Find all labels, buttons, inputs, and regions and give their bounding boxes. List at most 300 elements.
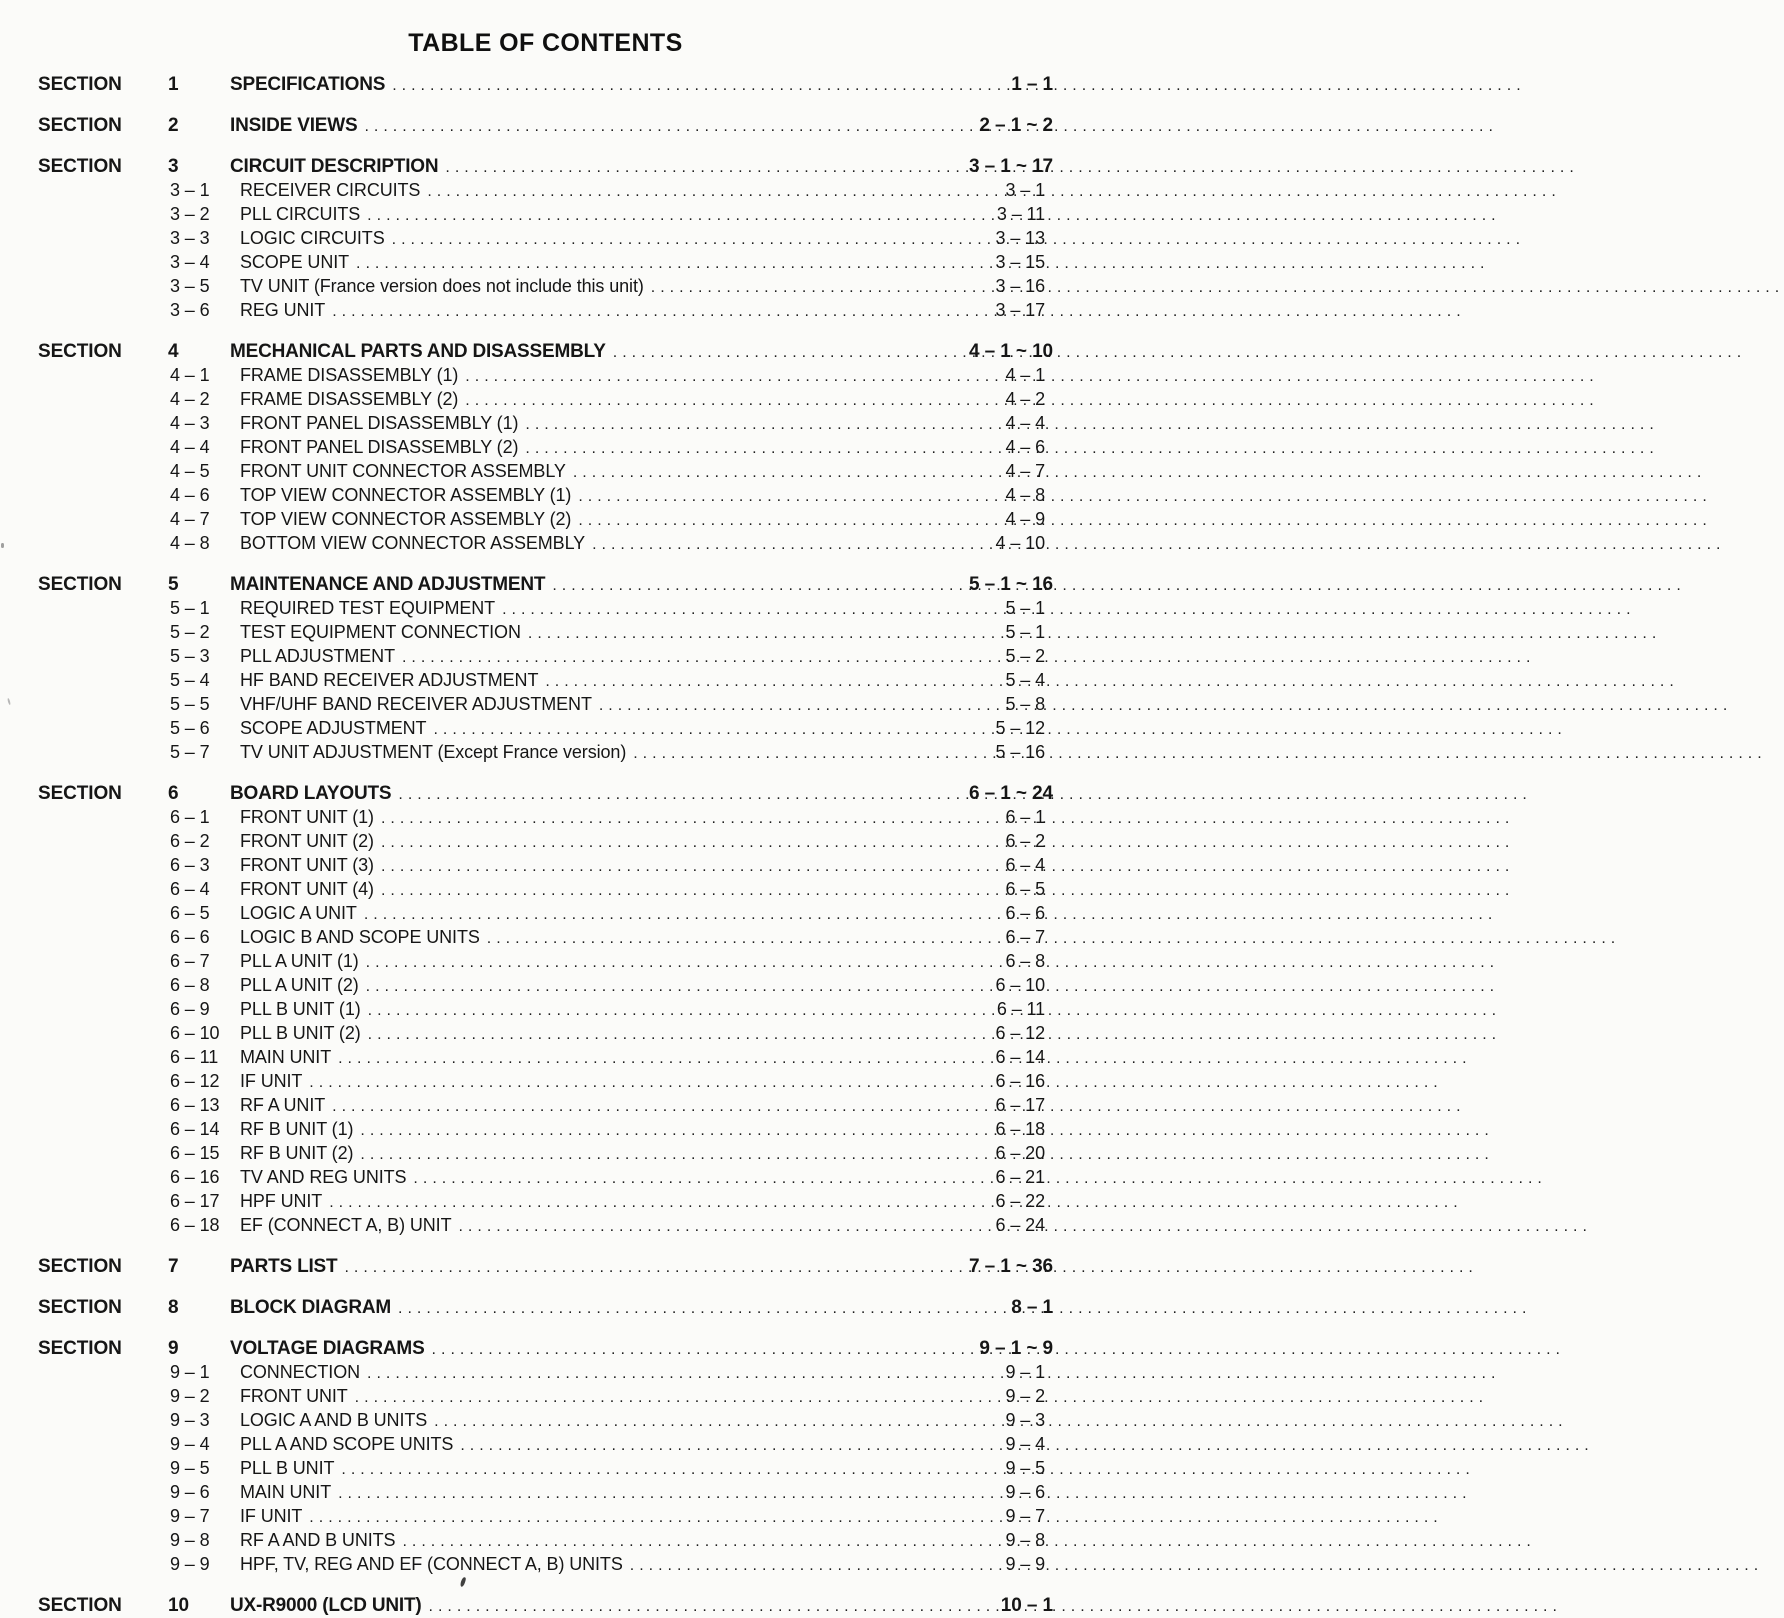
subsection-title: PLL CIRCUITS xyxy=(240,204,361,224)
subsection-title: IF UNIT xyxy=(240,1071,303,1091)
subsection-title: LOGIC A UNIT xyxy=(240,903,357,923)
section-pages: 5 – 1 ~ 16 xyxy=(968,574,1053,595)
subsection-title: FRAME DISASSEMBLY (2) xyxy=(240,389,459,409)
dot-leader xyxy=(438,157,963,179)
section-pages: 2 – 1 ~ 2 xyxy=(979,115,1053,136)
subsection-page: 9 – 1 xyxy=(1005,1362,1045,1382)
subsection-title: FRONT UNIT (1) xyxy=(240,807,374,827)
section-block xyxy=(38,1338,1053,1577)
subsection-title: PLL B UNIT (1) xyxy=(240,999,361,1019)
section-number: 8 xyxy=(168,1297,179,1318)
subsection-page: 6 – 10 xyxy=(995,975,1045,995)
subsection-number: 3 – 5 xyxy=(170,276,210,296)
dot-leader xyxy=(395,1531,999,1553)
dot-leader xyxy=(334,1459,999,1481)
dot-leader xyxy=(420,181,999,203)
dot-leader xyxy=(331,1483,999,1505)
subsection-number: 5 – 6 xyxy=(170,718,210,738)
dot-leader xyxy=(592,695,1000,717)
dot-leader xyxy=(353,1120,989,1142)
subsection-number: 6 – 7 xyxy=(170,951,210,971)
section-number: 10 xyxy=(168,1595,189,1616)
section-label: SECTION xyxy=(38,1256,122,1277)
dot-leader xyxy=(331,1048,989,1070)
subsection-number: 4 – 8 xyxy=(170,533,210,553)
subsection-number: 9 – 9 xyxy=(170,1554,210,1574)
subsection-page: 9 – 5 xyxy=(1005,1458,1045,1478)
subsection-title: PLL A UNIT (2) xyxy=(240,975,359,995)
subsection-page: 4 – 1 xyxy=(1005,365,1045,385)
subsection-title: BOTTOM VIEW CONNECTOR ASSEMBLY xyxy=(240,533,586,553)
subsection-row xyxy=(38,1433,1053,1457)
subsection-number: 4 – 6 xyxy=(170,485,210,505)
dot-leader xyxy=(385,229,990,251)
dot-leader xyxy=(606,342,963,364)
section-title: UX-R9000 (LCD UNIT) xyxy=(230,1595,422,1616)
dot-leader xyxy=(451,1216,989,1238)
dot-leader xyxy=(453,1435,999,1457)
dot-leader xyxy=(374,880,1000,902)
subsection-title: REQUIRED TEST EQUIPMENT xyxy=(240,598,496,618)
subsection-title: TEST EQUIPMENT CONNECTION xyxy=(240,622,521,642)
dot-leader xyxy=(585,534,989,556)
section-row xyxy=(38,1297,1053,1320)
subsection-number: 6 – 8 xyxy=(170,975,210,995)
subsection-page: 5 – 1 xyxy=(1005,622,1045,642)
dot-leader xyxy=(571,486,999,508)
dot-leader xyxy=(406,1168,989,1190)
dot-leader xyxy=(357,116,973,138)
dot-leader xyxy=(427,1411,999,1433)
subsection-title: HF BAND RECEIVER ADJUSTMENT xyxy=(240,670,539,690)
subsection-row xyxy=(38,203,1053,227)
dot-leader xyxy=(623,1555,1000,1577)
section-row xyxy=(38,115,1053,138)
subsection-number: 4 – 1 xyxy=(170,365,210,385)
subsection-number: 4 – 4 xyxy=(170,437,210,457)
subsection-page: 6 – 6 xyxy=(1005,903,1045,923)
subsection-page: 6 – 16 xyxy=(995,1071,1045,1091)
dot-leader xyxy=(518,414,999,436)
dot-leader xyxy=(458,366,999,388)
subsection-number: 5 – 4 xyxy=(170,670,210,690)
section-row xyxy=(38,341,1053,364)
dot-leader xyxy=(518,438,999,460)
subsection-number: 4 – 3 xyxy=(170,413,210,433)
dot-leader xyxy=(360,1363,999,1385)
subsection-number: 5 – 3 xyxy=(170,646,210,666)
subsection-number: 4 – 2 xyxy=(170,389,210,409)
subsection-title: FRONT PANEL DISASSEMBLY (1) xyxy=(240,413,519,433)
section-number: 4 xyxy=(168,341,179,362)
subsection-number: 6 – 4 xyxy=(170,879,210,899)
subsection-title: HPF, TV, REG AND EF (CONNECT A, B) UNITS xyxy=(240,1554,623,1574)
dot-leader xyxy=(359,952,1000,974)
subsection-page: 4 – 7 xyxy=(1005,461,1045,481)
subsection-title: RECEIVER CIRCUITS xyxy=(240,180,421,200)
dot-leader xyxy=(545,575,963,597)
subsection-page: 6 – 1 xyxy=(1005,807,1045,827)
subsection-number: 9 – 6 xyxy=(170,1482,210,1502)
section-row xyxy=(38,156,1053,179)
dot-leader xyxy=(353,1144,989,1166)
subsection-number: 6 – 2 xyxy=(170,831,210,851)
section-block xyxy=(38,74,1053,97)
section-pages: 9 – 1 ~ 9 xyxy=(979,1338,1053,1359)
subsection-number: 5 – 7 xyxy=(170,742,210,762)
subsection-number: 6 – 14 xyxy=(170,1119,220,1139)
subsection-row xyxy=(38,1553,1053,1577)
subsection-row xyxy=(38,1457,1053,1481)
subsection-number: 3 – 4 xyxy=(170,252,210,272)
subsection-row xyxy=(38,1529,1053,1553)
dot-leader xyxy=(359,976,990,998)
subsection-page: 6 – 20 xyxy=(995,1143,1045,1163)
subsection-title: FRONT UNIT CONNECTOR ASSEMBLY xyxy=(240,461,566,481)
section-row xyxy=(38,783,1053,806)
subsection-title: TOP VIEW CONNECTOR ASSEMBLY (2) xyxy=(240,509,572,529)
subsection-number: 6 – 9 xyxy=(170,999,210,1019)
subsection-row xyxy=(38,1166,1053,1190)
subsection-page: 6 – 12 xyxy=(995,1023,1045,1043)
subsection-row xyxy=(38,179,1053,203)
subsection-row xyxy=(38,950,1053,974)
subsection-row xyxy=(38,830,1053,854)
dot-leader xyxy=(391,784,963,806)
subsection-number: 6 – 15 xyxy=(170,1143,220,1163)
section-row xyxy=(38,574,1053,597)
section-pages: 7 – 1 ~ 36 xyxy=(968,1256,1053,1277)
subsection-page: 3 – 15 xyxy=(995,252,1045,272)
subsection-page: 3 – 17 xyxy=(995,300,1045,320)
subsection-row xyxy=(38,1022,1053,1046)
subsection-title: CONNECTION xyxy=(240,1362,360,1382)
subsection-row xyxy=(38,1385,1053,1409)
subsection-page: 3 – 16 xyxy=(995,276,1045,296)
section-block xyxy=(38,156,1053,323)
subsection-title: PLL ADJUSTMENT xyxy=(240,646,395,666)
subsection-row xyxy=(38,1094,1053,1118)
subsection-page: 5 – 16 xyxy=(995,742,1045,762)
section-pages: 8 – 1 xyxy=(1011,1297,1053,1318)
dot-leader xyxy=(302,1072,989,1094)
subsection-title: HPF UNIT xyxy=(240,1191,323,1211)
subsection-page: 6 – 4 xyxy=(1005,855,1045,875)
subsection-row xyxy=(38,974,1053,998)
dot-leader xyxy=(374,856,1000,878)
subsection-row xyxy=(38,1505,1053,1529)
section-title: BOARD LAYOUTS xyxy=(230,783,392,804)
subsection-title: RF B UNIT (1) xyxy=(240,1119,354,1139)
subsection-row xyxy=(38,1190,1053,1214)
subsection-title: SCOPE UNIT xyxy=(240,252,350,272)
subsection-title: PLL A UNIT (1) xyxy=(240,951,359,971)
subsection-title: RF A UNIT xyxy=(240,1095,326,1115)
section-label: SECTION xyxy=(38,1297,122,1318)
subsection-row xyxy=(38,460,1053,484)
subsection-page: 6 – 18 xyxy=(995,1119,1045,1139)
dot-leader xyxy=(361,1000,991,1022)
subsection-title: REG UNIT xyxy=(240,300,326,320)
subsection-title: PLL B UNIT (2) xyxy=(240,1023,361,1043)
subsection-page: 9 – 9 xyxy=(1005,1554,1045,1574)
subsection-row xyxy=(38,388,1053,412)
dot-leader xyxy=(357,904,1000,926)
section-title: INSIDE VIEWS xyxy=(230,115,358,136)
section-title: SPECIFICATIONS xyxy=(230,74,386,95)
subsection-number: 6 – 18 xyxy=(170,1215,220,1235)
dot-leader xyxy=(626,743,989,765)
section-block xyxy=(38,1595,1053,1618)
subsection-title: MAIN UNIT xyxy=(240,1482,332,1502)
dot-leader xyxy=(374,808,1000,830)
subsection-page: 4 – 2 xyxy=(1005,389,1045,409)
dot-leader xyxy=(495,599,999,621)
subsection-page: 3 – 13 xyxy=(995,228,1045,248)
subsection-page: 6 – 22 xyxy=(995,1191,1045,1211)
subsection-row xyxy=(38,299,1053,323)
section-label: SECTION xyxy=(38,574,122,595)
subsection-number: 6 – 10 xyxy=(170,1023,220,1043)
subsection-page: 4 – 8 xyxy=(1005,485,1045,505)
subsection-title: LOGIC A AND B UNITS xyxy=(240,1410,428,1430)
subsection-page: 4 – 9 xyxy=(1005,509,1045,529)
subsection-row xyxy=(38,1481,1053,1505)
subsection-row xyxy=(38,364,1053,388)
dot-leader xyxy=(360,205,991,227)
scan-speck xyxy=(7,698,11,705)
subsection-number: 6 – 5 xyxy=(170,903,210,923)
section-title: PARTS LIST xyxy=(230,1256,338,1277)
section-number: 6 xyxy=(168,783,179,804)
subsection-number: 3 – 6 xyxy=(170,300,210,320)
section-title: BLOCK DIAGRAM xyxy=(230,1297,391,1318)
subsection-page: 6 – 21 xyxy=(995,1167,1045,1187)
subsection-number: 9 – 2 xyxy=(170,1386,210,1406)
subsection-row xyxy=(38,806,1053,830)
section-row xyxy=(38,1256,1053,1279)
subsection-title: IF UNIT xyxy=(240,1506,303,1526)
subsection-number: 9 – 4 xyxy=(170,1434,210,1454)
subsection-number: 9 – 7 xyxy=(170,1506,210,1526)
subsection-row xyxy=(38,1214,1053,1238)
subsection-page: 5 – 4 xyxy=(1005,670,1045,690)
dot-leader xyxy=(521,623,1000,645)
dot-leader xyxy=(361,1024,990,1046)
subsection-page: 6 – 2 xyxy=(1005,831,1045,851)
section-title: VOLTAGE DIAGRAMS xyxy=(230,1338,425,1359)
dot-leader xyxy=(322,1192,989,1214)
dot-leader xyxy=(325,301,989,323)
subsection-page: 3 – 11 xyxy=(996,204,1045,224)
subsection-row xyxy=(38,412,1053,436)
subsection-row xyxy=(38,484,1053,508)
subsection-title: LOGIC CIRCUITS xyxy=(240,228,385,248)
dot-leader xyxy=(425,1339,974,1361)
subsection-row xyxy=(38,741,1053,765)
subsection-title: RF B UNIT (2) xyxy=(240,1143,354,1163)
subsection-row xyxy=(38,693,1053,717)
dot-leader xyxy=(349,253,990,275)
subsection-title: SCOPE ADJUSTMENT xyxy=(240,718,427,738)
subsection-title: FRONT UNIT xyxy=(240,1386,348,1406)
section-title: MECHANICAL PARTS AND DISASSEMBLY xyxy=(230,341,606,362)
subsection-page: 6 – 8 xyxy=(1005,951,1045,971)
section-block xyxy=(38,574,1053,765)
dot-leader xyxy=(566,462,1000,484)
section-block xyxy=(38,1256,1053,1279)
section-label: SECTION xyxy=(38,156,122,177)
dot-leader xyxy=(571,510,999,532)
subsection-row xyxy=(38,1361,1053,1385)
subsection-page: 5 – 8 xyxy=(1005,694,1045,714)
section-block xyxy=(38,1297,1053,1320)
subsection-page: 3 – 1 xyxy=(1005,180,1045,200)
subsection-title: FRONT UNIT (3) xyxy=(240,855,374,875)
subsection-title: FRONT UNIT (2) xyxy=(240,831,374,851)
subsection-row xyxy=(38,902,1053,926)
subsection-page: 5 – 2 xyxy=(1005,646,1045,666)
dot-leader xyxy=(385,75,1005,97)
section-block xyxy=(38,341,1053,556)
subsection-title: RF A AND B UNITS xyxy=(240,1530,396,1550)
section-number: 3 xyxy=(168,156,179,177)
subsection-title: LOGIC B AND SCOPE UNITS xyxy=(240,927,480,947)
subsection-row xyxy=(38,621,1053,645)
subsection-number: 6 – 17 xyxy=(170,1191,220,1211)
subsection-row xyxy=(38,275,1053,299)
section-block xyxy=(38,115,1053,138)
subsection-number: 3 – 1 xyxy=(170,180,210,200)
dot-leader xyxy=(644,277,990,299)
section-number: 9 xyxy=(168,1338,179,1359)
subsection-page: 9 – 3 xyxy=(1005,1410,1045,1430)
section-pages: 6 – 1 ~ 24 xyxy=(968,783,1053,804)
subsection-number: 3 – 3 xyxy=(170,228,210,248)
subsection-number: 5 – 1 xyxy=(170,598,210,618)
dot-leader xyxy=(337,1257,963,1279)
section-label: SECTION xyxy=(38,1338,122,1359)
subsection-number: 6 – 1 xyxy=(170,807,210,827)
subsection-row xyxy=(38,1070,1053,1094)
subsection-page: 5 – 1 xyxy=(1005,598,1045,618)
subsection-page: 5 – 12 xyxy=(995,718,1045,738)
subsection-number: 9 – 5 xyxy=(170,1458,210,1478)
subsection-row xyxy=(38,854,1053,878)
subsection-row xyxy=(38,597,1053,621)
section-number: 7 xyxy=(168,1256,179,1277)
dot-leader xyxy=(391,1298,1005,1320)
subsection-number: 9 – 8 xyxy=(170,1530,210,1550)
subsection-row xyxy=(38,532,1053,556)
subsection-row xyxy=(38,926,1053,950)
section-pages: 10 – 1 xyxy=(1000,1595,1053,1616)
subsection-number: 3 – 2 xyxy=(170,204,210,224)
subsection-number: 6 – 13 xyxy=(170,1095,220,1115)
subsection-page: 4 – 4 xyxy=(1005,413,1045,433)
scan-speck xyxy=(1,543,4,548)
subsection-page: 6 – 7 xyxy=(1005,927,1045,947)
section-title: CIRCUIT DESCRIPTION xyxy=(230,156,439,177)
subsection-number: 6 – 16 xyxy=(170,1167,220,1187)
dot-leader xyxy=(426,719,989,741)
dot-leader xyxy=(302,1507,999,1529)
subsection-title: VHF/UHF BAND RECEIVER ADJUSTMENT xyxy=(240,694,592,714)
subsection-number: 5 – 2 xyxy=(170,622,210,642)
section-number: 5 xyxy=(168,574,179,595)
subsection-row xyxy=(38,878,1053,902)
section-number: 1 xyxy=(168,74,179,95)
dot-leader xyxy=(325,1096,989,1118)
subsection-title: FRONT PANEL DISASSEMBLY (2) xyxy=(240,437,519,457)
dot-leader xyxy=(538,671,999,693)
subsection-number: 9 – 1 xyxy=(170,1362,210,1382)
subsection-page: 4 – 6 xyxy=(1005,437,1045,457)
subsection-number: 4 – 7 xyxy=(170,509,210,529)
subsection-page: 6 – 11 xyxy=(996,999,1045,1019)
subsection-title: EF (CONNECT A, B) UNIT xyxy=(240,1215,452,1235)
section-pages: 3 – 1 ~ 17 xyxy=(968,156,1053,177)
subsection-number: 6 – 3 xyxy=(170,855,210,875)
subsection-row xyxy=(38,1142,1053,1166)
subsection-row xyxy=(38,227,1053,251)
dot-leader xyxy=(480,928,1000,950)
subsection-page: 9 – 7 xyxy=(1005,1506,1045,1526)
section-label: SECTION xyxy=(38,341,122,362)
subsection-title: FRAME DISASSEMBLY (1) xyxy=(240,365,459,385)
section-pages: 4 – 1 ~ 10 xyxy=(968,341,1053,362)
section-label: SECTION xyxy=(38,115,122,136)
section-title: MAINTENANCE AND ADJUSTMENT xyxy=(230,574,546,595)
toc-list xyxy=(38,74,1053,1618)
subsection-title: TV AND REG UNITS xyxy=(240,1167,407,1187)
section-row xyxy=(38,74,1053,97)
subsection-page: 6 – 17 xyxy=(995,1095,1045,1115)
subsection-title: MAIN UNIT xyxy=(240,1047,332,1067)
subsection-row xyxy=(38,717,1053,741)
subsection-row xyxy=(38,669,1053,693)
subsection-page: 4 – 10 xyxy=(995,533,1045,553)
subsection-page: 6 – 14 xyxy=(995,1047,1045,1067)
subsection-title: TV UNIT (France version does not include this unit) xyxy=(240,276,644,296)
subsection-row xyxy=(38,645,1053,669)
subsection-title: PLL B UNIT xyxy=(240,1458,335,1478)
section-row xyxy=(38,1338,1053,1361)
subsection-title: FRONT UNIT (4) xyxy=(240,879,374,899)
section-block xyxy=(38,783,1053,1238)
subsection-number: 9 – 3 xyxy=(170,1410,210,1430)
subsection-number: 6 – 6 xyxy=(170,927,210,947)
subsection-title: TV UNIT ADJUSTMENT (Except France version) xyxy=(240,742,627,762)
dot-leader xyxy=(422,1596,995,1618)
section-label: SECTION xyxy=(38,74,122,95)
subsection-page: 9 – 4 xyxy=(1005,1434,1045,1454)
dot-leader xyxy=(458,390,999,412)
dot-leader xyxy=(374,832,1000,854)
subsection-title: PLL A AND SCOPE UNITS xyxy=(240,1434,454,1454)
section-pages: 1 – 1 xyxy=(1011,74,1053,95)
section-label: SECTION xyxy=(38,1595,122,1616)
subsection-number: 6 – 12 xyxy=(170,1071,220,1091)
subsection-row xyxy=(38,251,1053,275)
subsection-number: 4 – 5 xyxy=(170,461,210,481)
subsection-row xyxy=(38,998,1053,1022)
subsection-row xyxy=(38,1046,1053,1070)
subsection-page: 9 – 8 xyxy=(1005,1530,1045,1550)
subsection-row xyxy=(38,508,1053,532)
subsection-page: 9 – 6 xyxy=(1005,1482,1045,1502)
section-row xyxy=(38,1595,1053,1618)
